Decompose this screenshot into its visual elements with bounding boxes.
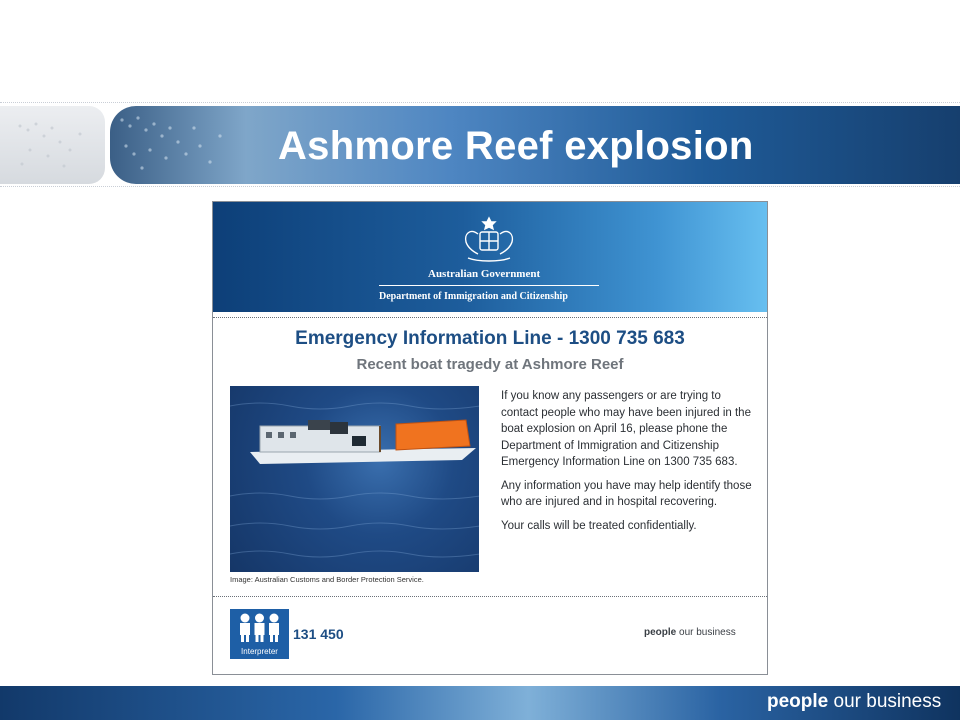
boat-photo (230, 386, 479, 572)
top-dotted-line (0, 102, 960, 103)
poster-tagline-rest: our business (676, 627, 736, 638)
boat-image (230, 386, 479, 572)
poster-tagline (644, 627, 736, 638)
emergency-poster (212, 201, 768, 675)
body-paragraph: Any information you have may help identify those who are injured and in hospital recovering. (501, 479, 752, 508)
footer-tagline-bold: people (767, 691, 829, 712)
slide-title: Ashmore Reef explosion (278, 124, 754, 168)
poster-header (213, 202, 767, 312)
header-left-panel (0, 106, 105, 184)
body-paragraph: If you know any passengers or are trying to contact people who may have been injured in the boat explosion on April 16, please phone the Department of Immigration and Citizenship Emergency Information Line on 1300 735 683. (501, 390, 751, 468)
interpreter-logo (230, 609, 289, 659)
poster-tagline-bold: people (644, 627, 677, 638)
government-name: Australian Government (428, 268, 541, 280)
poster-body (501, 388, 761, 541)
government-divider (379, 285, 599, 286)
coat-of-arms-icon (454, 216, 524, 264)
bottom-dotted-line (0, 186, 960, 187)
department-name: Department of Immigration and Citizenship (379, 291, 568, 302)
poster-top-divider (213, 317, 767, 318)
interpreter-label: Interpreter (241, 647, 278, 656)
world-map-pattern-icon (0, 106, 105, 184)
body-paragraph: Your calls will be treated confidentially. (501, 519, 697, 532)
footer-tagline (767, 691, 941, 713)
poster-bottom-divider (213, 596, 767, 597)
footer-tagline-rest: our business (828, 691, 942, 712)
tragedy-subheading: Recent boat tragedy at Ashmore Reef (356, 356, 624, 373)
interpreter-number: 131 450 (293, 626, 344, 642)
emergency-line-heading: Emergency Information Line - 1300 735 683 (295, 328, 685, 349)
photo-caption: Image: Australian Customs and Border Protection Service. (230, 575, 424, 584)
interpreter-icon (230, 609, 289, 645)
